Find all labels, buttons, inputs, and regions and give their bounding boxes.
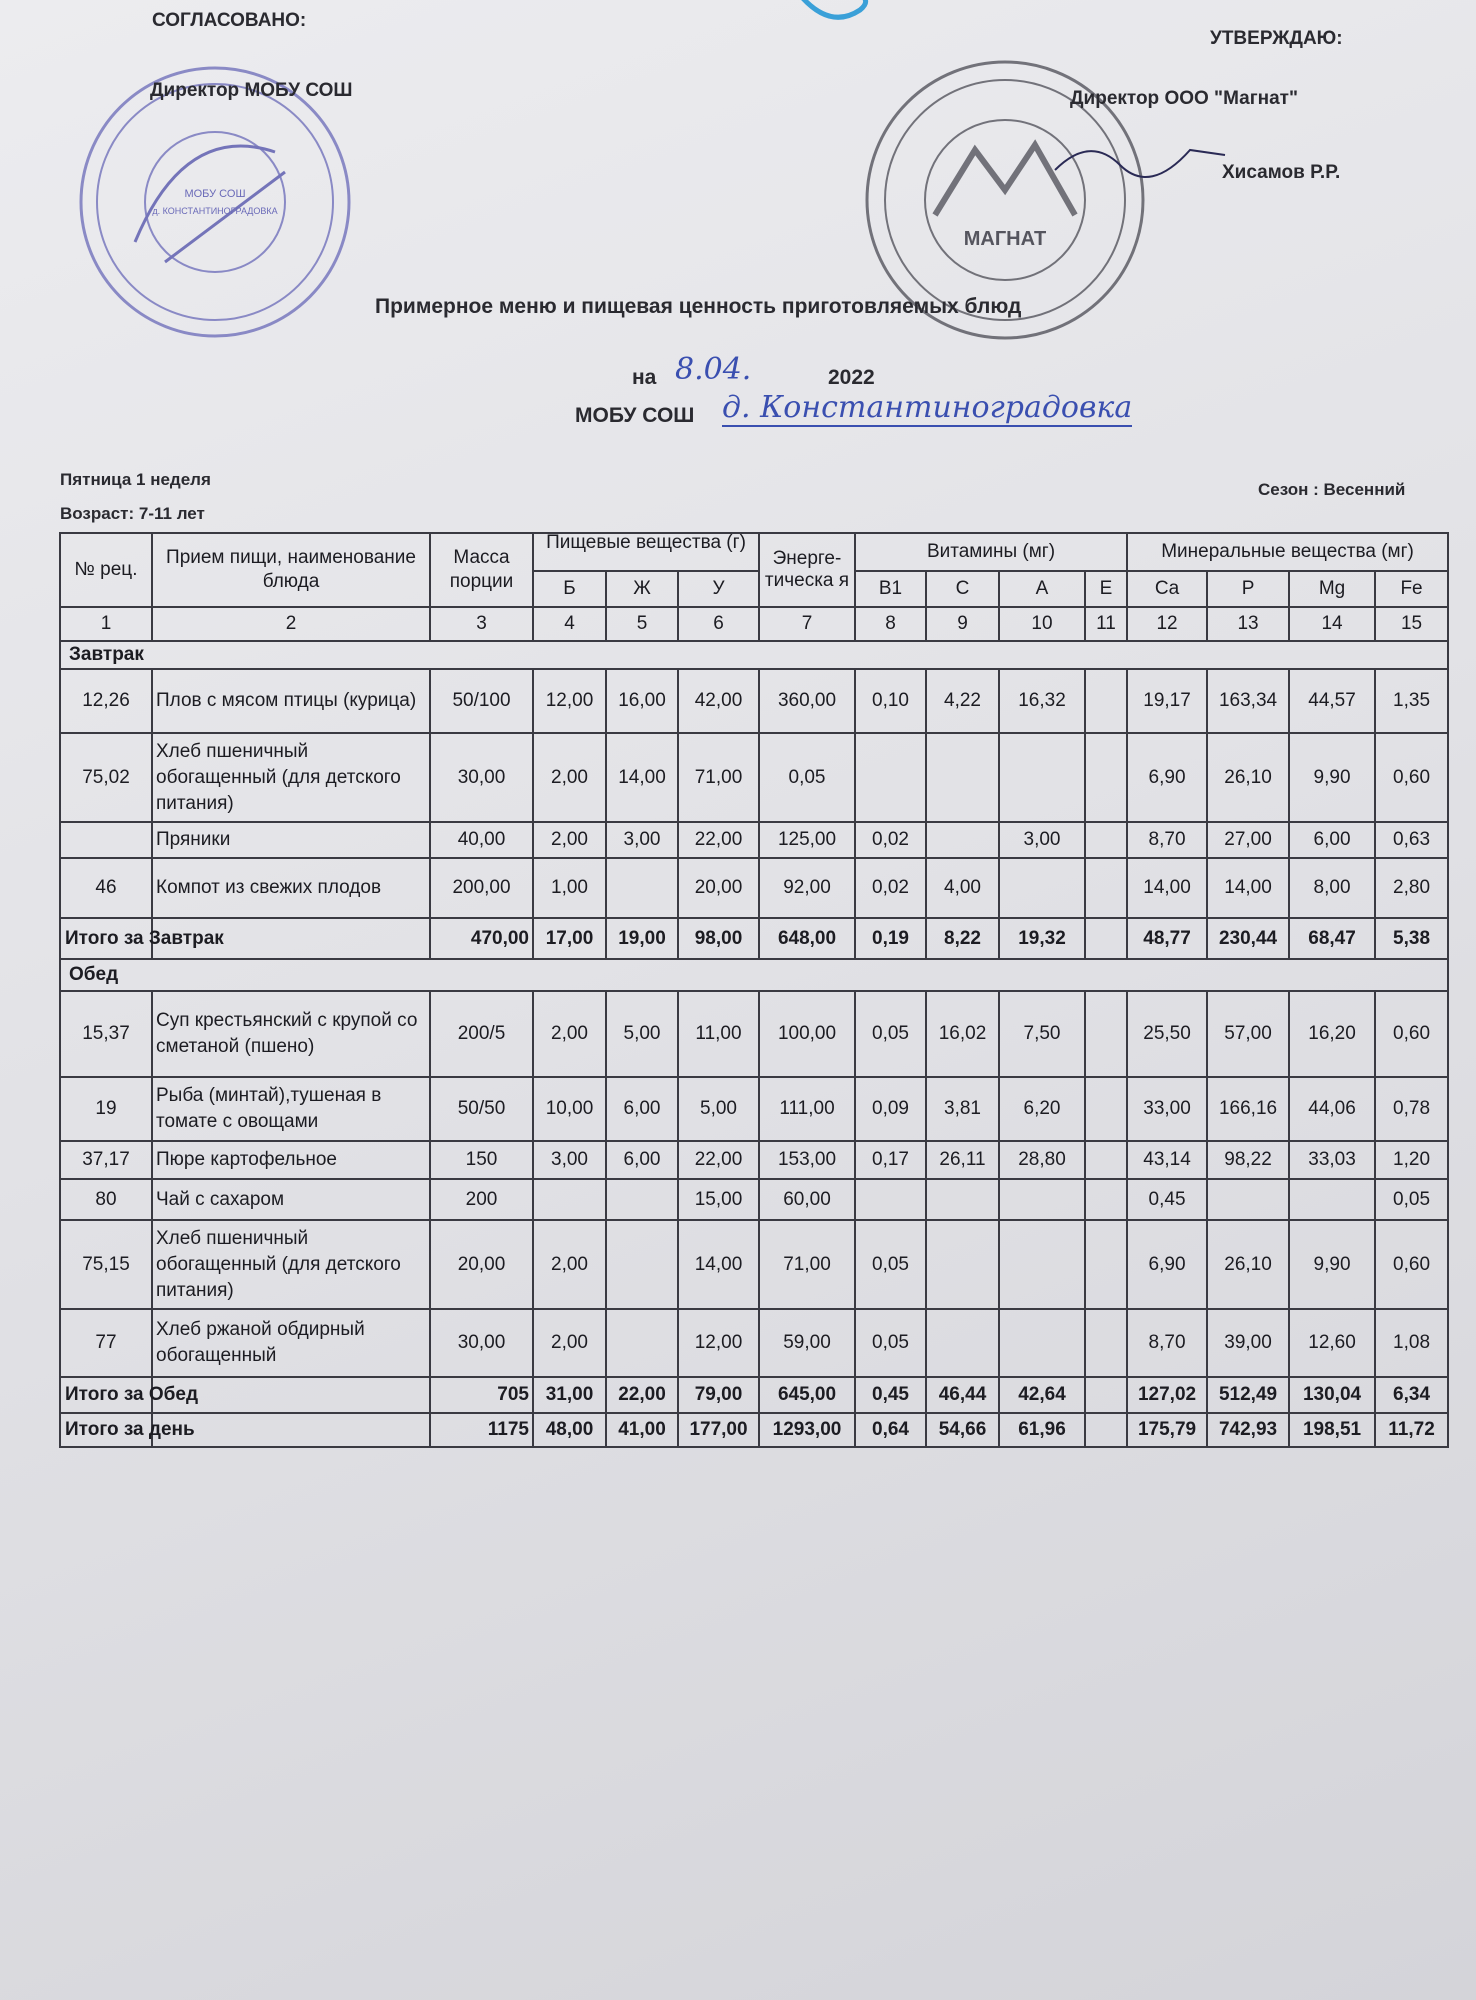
table-row	[60, 1309, 1448, 1377]
cell-value: 6,34	[1375, 1377, 1448, 1413]
cell-value: 512,49	[1207, 1377, 1289, 1413]
cell-value	[1085, 918, 1127, 959]
cell-value	[855, 1179, 926, 1220]
cell-value	[1085, 858, 1127, 918]
dish-name: Чай с сахаром	[152, 1179, 430, 1220]
cell-value: 0,78	[1375, 1077, 1448, 1141]
cell-value	[1085, 1179, 1127, 1220]
cell-value	[1085, 1309, 1127, 1377]
cell-value: 41,00	[606, 1413, 678, 1447]
cell-value: 177,00	[678, 1413, 759, 1447]
cell-value: 166,16	[1207, 1077, 1289, 1141]
cell-value: 6,90	[1127, 733, 1207, 822]
column-number: 8	[855, 607, 926, 641]
cell-value: 2,00	[533, 733, 606, 822]
cell-value: 6,90	[1127, 1220, 1207, 1309]
column-number: 15	[1375, 607, 1448, 641]
cell-value: 230,44	[1207, 918, 1289, 959]
cell-value: 40,00	[430, 822, 533, 858]
cell-value: 71,00	[759, 1220, 855, 1309]
cell-value: 470,00	[430, 918, 533, 959]
cell-value: 0,17	[855, 1141, 926, 1179]
cell-value: 31,00	[533, 1377, 606, 1413]
cell-value: 4,00	[926, 858, 999, 918]
cell-value: 0,45	[1127, 1179, 1207, 1220]
cell-value: 50/100	[430, 669, 533, 733]
cell-value: 48,00	[533, 1413, 606, 1447]
cell-value: 16,02	[926, 991, 999, 1077]
dish-name: Рыба (минтай),тушеная в томате с овощами	[152, 1077, 430, 1141]
cell-value: 6,20	[999, 1077, 1085, 1141]
day-label: Пятница 1 неделя	[60, 470, 211, 489]
header-mass: Масса порции	[430, 533, 533, 607]
cell-value: 42,00	[678, 669, 759, 733]
cell-value	[926, 733, 999, 822]
confirm-label: УТВЕРЖДАЮ:	[1210, 28, 1343, 49]
cell-value: 0,45	[855, 1377, 926, 1413]
header-sub-0: Б	[533, 571, 606, 607]
signature	[1050, 130, 1230, 180]
dish-name: Пюре картофельное	[152, 1141, 430, 1179]
cell-value: 0,64	[855, 1413, 926, 1447]
cell-value: 14,00	[678, 1220, 759, 1309]
cell-value: 1,20	[1375, 1141, 1448, 1179]
cell-value: 19,00	[606, 918, 678, 959]
cell-value: 0,09	[855, 1077, 926, 1141]
header-energy: Энерге-тическа я	[759, 533, 855, 607]
dish-name: Суп крестьянский с крупой со сметаной (пшено)	[152, 991, 430, 1077]
dish-name: Хлеб ржаной обдирный обогащенный	[152, 1309, 430, 1377]
recipe-number: 77	[60, 1309, 152, 1377]
cell-value: 0,05	[1375, 1179, 1448, 1220]
cell-value: 6,00	[606, 1141, 678, 1179]
cell-value	[999, 1179, 1085, 1220]
cell-value: 100,00	[759, 991, 855, 1077]
cell-value: 0,60	[1375, 733, 1448, 822]
cell-value: 19,17	[1127, 669, 1207, 733]
cell-value: 17,00	[533, 918, 606, 959]
date-prefix: на	[632, 366, 657, 389]
cell-value	[1085, 1413, 1127, 1447]
cell-value: 705	[430, 1377, 533, 1413]
cell-value: 2,80	[1375, 858, 1448, 918]
cell-value: 59,00	[759, 1309, 855, 1377]
header-sub-9: Mg	[1289, 571, 1375, 607]
column-number: 3	[430, 607, 533, 641]
school-stamp	[75, 62, 355, 342]
cell-value: 60,00	[759, 1179, 855, 1220]
table-row	[60, 991, 1448, 1077]
cell-value: 12,00	[678, 1309, 759, 1377]
table-row	[60, 669, 1448, 733]
recipe-number: 15,37	[60, 991, 152, 1077]
cell-value	[926, 1220, 999, 1309]
cell-value: 54,66	[926, 1413, 999, 1447]
cell-value: 175,79	[1127, 1413, 1207, 1447]
total-label: Итого за Завтрак	[60, 918, 152, 959]
header-sub-10: Fe	[1375, 571, 1448, 607]
cell-value: 33,00	[1127, 1077, 1207, 1141]
cell-value: 7,50	[999, 991, 1085, 1077]
table-row	[60, 1220, 1448, 1309]
cell-value: 43,14	[1127, 1141, 1207, 1179]
cell-value: 2,00	[533, 1220, 606, 1309]
recipe-number: 12,26	[60, 669, 152, 733]
cell-value: 11,72	[1375, 1413, 1448, 1447]
cell-value: 5,00	[678, 1077, 759, 1141]
cell-value: 8,22	[926, 918, 999, 959]
cell-value: 30,00	[430, 733, 533, 822]
header-meal: Прием пищи, наименование блюда	[152, 533, 430, 607]
cell-value: 26,10	[1207, 733, 1289, 822]
header-rec: № рец.	[60, 533, 152, 607]
column-number: 6	[678, 607, 759, 641]
header-minerals: Минеральные вещества (мг)	[1127, 533, 1448, 571]
cell-value: 22,00	[678, 1141, 759, 1179]
svg-text:д. КОНСТАНТИНОГРАДОВКА: д. КОНСТАНТИНОГРАДОВКА	[152, 206, 278, 216]
cell-value	[999, 1220, 1085, 1309]
cell-value: 1175	[430, 1413, 533, 1447]
cell-value: 0,02	[855, 858, 926, 918]
cell-value	[606, 1220, 678, 1309]
header-vitamins: Витамины (мг)	[855, 533, 1127, 571]
recipe-number: 19	[60, 1077, 152, 1141]
cell-value: 15,00	[678, 1179, 759, 1220]
cell-value	[1085, 669, 1127, 733]
cell-value	[1085, 991, 1127, 1077]
cell-value: 3,00	[999, 822, 1085, 858]
age-label: Возраст: 7-11 лет	[60, 504, 205, 523]
school-handwritten: д. Константиноградовка	[722, 390, 1133, 425]
cell-value: 16,20	[1289, 991, 1375, 1077]
cell-value: 9,90	[1289, 1220, 1375, 1309]
cell-value: 200	[430, 1179, 533, 1220]
cell-value: 92,00	[759, 858, 855, 918]
cell-value: 8,70	[1127, 822, 1207, 858]
header-sub-8: P	[1207, 571, 1289, 607]
cell-value: 1,00	[533, 858, 606, 918]
cell-value: 48,77	[1127, 918, 1207, 959]
document-title: Примерное меню и пищевая ценность приготовляемых блюд	[375, 295, 1022, 318]
cell-value: 5,38	[1375, 918, 1448, 959]
dish-name: Плов с мясом птицы (курица)	[152, 669, 430, 733]
header-nutrients: Пищевые вещества (г)	[533, 533, 759, 571]
cell-value: 360,00	[759, 669, 855, 733]
cell-value: 11,00	[678, 991, 759, 1077]
date-handwritten: 8.04.	[675, 352, 752, 387]
header-sub-1: Ж	[606, 571, 678, 607]
cell-value: 16,32	[999, 669, 1085, 733]
header-sub-7: Ca	[1127, 571, 1207, 607]
cell-value	[1085, 1077, 1127, 1141]
cell-value: 33,03	[1289, 1141, 1375, 1179]
column-number: 11	[1085, 607, 1127, 641]
dish-name: Компот из свежих плодов	[152, 858, 430, 918]
cell-value: 742,93	[1207, 1413, 1289, 1447]
cell-value: 6,00	[1289, 822, 1375, 858]
paper-clip-icon	[790, 0, 880, 30]
header-sub-2: У	[678, 571, 759, 607]
cell-value	[926, 1309, 999, 1377]
column-number: 4	[533, 607, 606, 641]
cell-value	[1085, 733, 1127, 822]
cell-value: 20,00	[430, 1220, 533, 1309]
recipe-number: 80	[60, 1179, 152, 1220]
total-label: Итого за Обед	[60, 1377, 152, 1413]
header-sub-6: E	[1085, 571, 1127, 607]
header-sub-4: C	[926, 571, 999, 607]
recipe-number: 46	[60, 858, 152, 918]
table-row	[60, 1077, 1448, 1141]
cell-value	[1085, 1220, 1127, 1309]
approved-label: СОГЛАСОВАНО:	[152, 10, 307, 31]
cell-value: 26,10	[1207, 1220, 1289, 1309]
date-year: 2022	[828, 366, 875, 389]
cell-value: 19,32	[999, 918, 1085, 959]
cell-value: 125,00	[759, 822, 855, 858]
cell-value	[606, 858, 678, 918]
cell-value: 200,00	[430, 858, 533, 918]
school-director-label: Директор МОБУ СОШ	[150, 80, 353, 101]
cell-value: 200/5	[430, 991, 533, 1077]
cell-value: 39,00	[1207, 1309, 1289, 1377]
cell-value	[1085, 822, 1127, 858]
cell-value: 2,00	[533, 991, 606, 1077]
cell-value: 22,00	[606, 1377, 678, 1413]
recipe-number: 75,15	[60, 1220, 152, 1309]
cell-value: 153,00	[759, 1141, 855, 1179]
cell-value: 8,00	[1289, 858, 1375, 918]
cell-value: 10,00	[533, 1077, 606, 1141]
cell-value: 0,60	[1375, 1220, 1448, 1309]
cell-value: 163,34	[1207, 669, 1289, 733]
cell-value: 150	[430, 1141, 533, 1179]
header-sub-3: В1	[855, 571, 926, 607]
dish-name: Хлеб пшеничный обогащенный (для детского питания)	[152, 733, 430, 822]
cell-value: 4,22	[926, 669, 999, 733]
total-row	[60, 918, 1448, 959]
cell-value: 648,00	[759, 918, 855, 959]
total-label: Итого за день	[60, 1413, 152, 1447]
cell-value	[926, 1179, 999, 1220]
column-number: 10	[999, 607, 1085, 641]
section-header: Завтрак	[60, 641, 1448, 669]
cell-value: 98,22	[1207, 1141, 1289, 1179]
menu-table	[59, 532, 1449, 1448]
cell-value: 198,51	[1289, 1413, 1375, 1447]
cell-value: 2,00	[533, 822, 606, 858]
cell-value: 28,80	[999, 1141, 1085, 1179]
cell-value: 0,05	[759, 733, 855, 822]
svg-text:МОБУ СОШ: МОБУ СОШ	[184, 188, 246, 200]
cell-value: 71,00	[678, 733, 759, 822]
season-label: Сезон : Весенний	[1258, 480, 1406, 499]
cell-value: 0,60	[1375, 991, 1448, 1077]
cell-value: 30,00	[430, 1309, 533, 1377]
cell-value	[606, 1179, 678, 1220]
table-row	[60, 1179, 1448, 1220]
cell-value	[1289, 1179, 1375, 1220]
column-number: 7	[759, 607, 855, 641]
cell-value: 0,05	[855, 991, 926, 1077]
cell-value	[606, 1309, 678, 1377]
dish-name: Хлеб пшеничный обогащенный (для детского питания)	[152, 1220, 430, 1309]
cell-value	[999, 858, 1085, 918]
section-header: Обед	[60, 959, 1448, 991]
column-number: 9	[926, 607, 999, 641]
director-name: Хисамов Р.Р.	[1222, 162, 1341, 183]
cell-value: 1,08	[1375, 1309, 1448, 1377]
school-prefix: МОБУ СОШ	[575, 404, 695, 427]
cell-value: 26,11	[926, 1141, 999, 1179]
cell-value: 127,02	[1127, 1377, 1207, 1413]
table-row	[60, 858, 1448, 918]
cell-value: 14,00	[1207, 858, 1289, 918]
column-number: 2	[152, 607, 430, 641]
dish-name: Пряники	[152, 822, 430, 858]
recipe-number	[60, 822, 152, 858]
cell-value: 61,96	[999, 1413, 1085, 1447]
table-row	[60, 822, 1448, 858]
svg-text:МАГНАТ: МАГНАТ	[963, 228, 1047, 250]
cell-value: 111,00	[759, 1077, 855, 1141]
cell-value: 57,00	[1207, 991, 1289, 1077]
cell-value: 25,50	[1127, 991, 1207, 1077]
cell-value: 8,70	[1127, 1309, 1207, 1377]
cell-value: 12,00	[533, 669, 606, 733]
cell-value: 14,00	[1127, 858, 1207, 918]
cell-value	[1085, 1141, 1127, 1179]
cell-value: 3,00	[606, 822, 678, 858]
cell-value: 0,02	[855, 822, 926, 858]
cell-value: 12,60	[1289, 1309, 1375, 1377]
header-sub-5: A	[999, 571, 1085, 607]
cell-value: 0,19	[855, 918, 926, 959]
cell-value	[1085, 1377, 1127, 1413]
column-number: 13	[1207, 607, 1289, 641]
cell-value: 44,57	[1289, 669, 1375, 733]
cell-value: 68,47	[1289, 918, 1375, 959]
cell-value: 46,44	[926, 1377, 999, 1413]
cell-value: 27,00	[1207, 822, 1289, 858]
cell-value: 1293,00	[759, 1413, 855, 1447]
cell-value: 130,04	[1289, 1377, 1375, 1413]
cell-value: 14,00	[606, 733, 678, 822]
cell-value	[999, 1309, 1085, 1377]
cell-value	[926, 822, 999, 858]
cell-value: 0,10	[855, 669, 926, 733]
cell-value: 20,00	[678, 858, 759, 918]
recipe-number: 75,02	[60, 733, 152, 822]
cell-value: 16,00	[606, 669, 678, 733]
cell-value: 42,64	[999, 1377, 1085, 1413]
cell-value: 6,00	[606, 1077, 678, 1141]
cell-value: 3,00	[533, 1141, 606, 1179]
cell-value: 22,00	[678, 822, 759, 858]
total-row	[60, 1377, 1448, 1413]
cell-value: 0,05	[855, 1220, 926, 1309]
cell-value: 98,00	[678, 918, 759, 959]
table-row	[60, 1141, 1448, 1179]
cell-value: 9,90	[1289, 733, 1375, 822]
recipe-number: 37,17	[60, 1141, 152, 1179]
table-row	[60, 733, 1448, 822]
cell-value: 2,00	[533, 1309, 606, 1377]
company-director-label: Директор ООО "Магнат"	[1070, 88, 1298, 109]
column-number: 5	[606, 607, 678, 641]
total-row	[60, 1413, 1448, 1447]
cell-value: 0,05	[855, 1309, 926, 1377]
cell-value: 5,00	[606, 991, 678, 1077]
cell-value	[533, 1179, 606, 1220]
cell-value	[855, 733, 926, 822]
cell-value	[1207, 1179, 1289, 1220]
cell-value: 3,81	[926, 1077, 999, 1141]
cell-value: 645,00	[759, 1377, 855, 1413]
cell-value: 44,06	[1289, 1077, 1375, 1141]
cell-value: 79,00	[678, 1377, 759, 1413]
column-number: 12	[1127, 607, 1207, 641]
column-number: 1	[60, 607, 152, 641]
cell-value: 1,35	[1375, 669, 1448, 733]
cell-value: 50/50	[430, 1077, 533, 1141]
cell-value	[999, 733, 1085, 822]
column-number: 14	[1289, 607, 1375, 641]
cell-value: 0,63	[1375, 822, 1448, 858]
